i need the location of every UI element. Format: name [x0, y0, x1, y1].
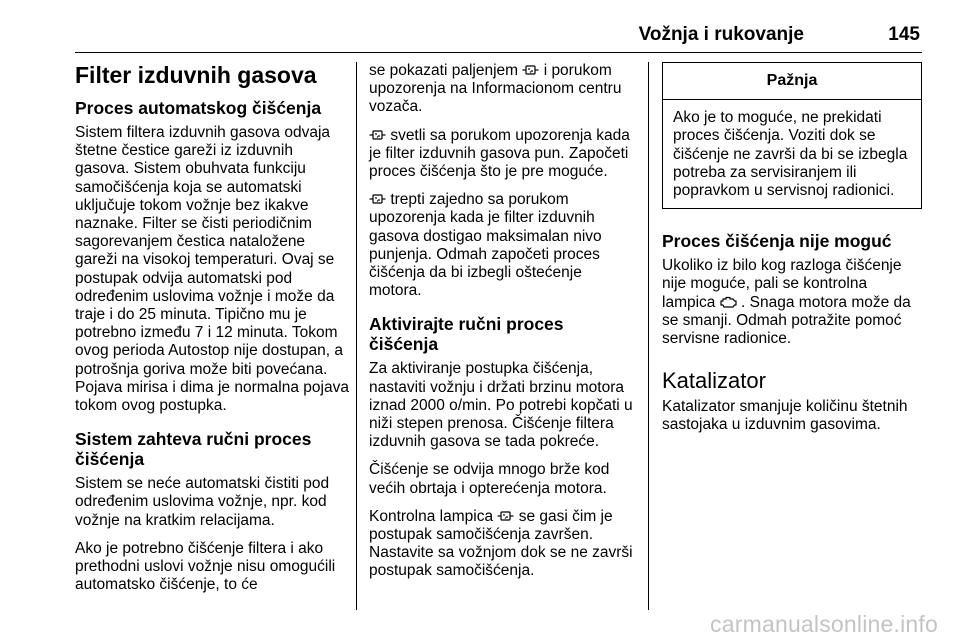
paragraph-catalyst: Katalizator smanjuje količinu štetnih sastojaka u izduvnim gasovima. [662, 398, 908, 434]
text-segment: trepti zajedno sa porukom upozorenja kada je filter izduvnih gasova dostigao maksimalan nivo punjenja. Odmah započeti proces čišćenja da bi izbegli oštećenje motora. [369, 191, 602, 300]
exhaust-filter-icon [369, 192, 386, 206]
caution-text: Ako je to moguće, ne prekidati proces čišćenja. Voziti dok se čišćenje ne završi da bi se izbegla potreba za servisiranjem ili popravkom u servisnoj radionici. [673, 109, 908, 200]
column-2 [369, 62, 637, 591]
text-segment: Ukoliko iz bilo kog razloga čišćenje nije moguće, pali se kontrolna lampica [662, 257, 902, 311]
subheading-manual-required: Sistem zahteva ručni proces čišćenja [75, 429, 312, 470]
column-1 [75, 62, 350, 604]
paragraph-activate-steps: Za aktiviranje postupka čišćenja, nastaviti vožnju i držati brzinu motora iznad 2000 o/min. Po potrebi kopčati u niži stepen prenosa. Čišćenje filtera izduvnih gasova se tada pokreće. [369, 360, 633, 451]
text-segment: se pokazati paljenjem [369, 62, 519, 79]
column-divider-2 [648, 62, 649, 610]
page-number: 145 [888, 24, 920, 45]
exhaust-filter-icon [369, 128, 386, 142]
text-segment: i porukom upozorenja na Informacionom centru vozača. [369, 62, 622, 116]
subheading-cleaning-not-possible: Proces čišćenja nije moguć [662, 231, 892, 252]
text-segment: . Snaga motora može da se smanji. Odmah potražite pomoć servisne radionice. [662, 293, 911, 348]
paragraph-faster-cleaning: Čišćenje se odvija mnogo brže kod većih obrtaja i opterećenja motora. [369, 461, 610, 497]
running-header-title: Vožnja i rukovanje [638, 24, 804, 45]
paragraph-cleaning-needed: Ako je potrebno čišćenje filtera i ako prethodni uslovi vožnje nisu omogućili automatsko čišćenje, to će [75, 539, 336, 594]
paragraph-short-trips: Sistem se neće automatski čistiti pod određenim uslovima vožnje, npr. kod vožnje na kratkim relacijama. [75, 475, 330, 529]
text-segment: svetli sa porukom upozorenja kada je filter izduvnih gasova pun. Započeti proces čišćenja što je pre moguće. [369, 126, 630, 181]
section-heading-catalyst: Katalizator [662, 368, 766, 394]
paragraph-indicator-off [369, 508, 637, 581]
caution-box [662, 62, 922, 209]
paragraph-indicator-flashing [369, 191, 637, 300]
caution-title: Pažnja [663, 63, 921, 100]
engine-check-icon [720, 295, 737, 309]
text-segment: Kontrolna lampica [369, 507, 494, 525]
paragraph-indicator-shown [369, 62, 637, 117]
text-segment: se gasi čim je postupak samočišćenja završen. Nastavite sa vožnjom dok se ne završi postupak samočišćenja. [369, 507, 633, 580]
subheading-activate-manual: Aktivirajte ručni proces čišćenja [369, 314, 564, 355]
column-divider-1 [356, 62, 357, 610]
paragraph-indicator-lit [369, 127, 637, 182]
watermark: carmanualsonline.info [710, 611, 938, 637]
exhaust-filter-icon [497, 509, 514, 523]
column-3 [662, 62, 922, 445]
paragraph-automatic-cleaning: Sistem filtera izduvnih gasova odvaja štetne čestice gareži iz izduvnih gasova. Sistem obuhvata funkciju samočišćenja koja se automatski uključuje tokom vožnje bez ikakve naznake. Filter se čisti periodičnim sagorevanjem čestica nataložene gareži na visokoj temperaturi. Ovaj se postupak odvija automatski pod određenim uslovima vožnje i može da traje i do 25 minuta. Tipično mu je potrebno između 7 i 12 minuta. Tokom ovog perioda Autostop nije dostupan, a potrošnja goriva može biti povećana. Pojava mirisa i dima je normalna pojava tokom ovog postupka. [75, 124, 349, 415]
subheading-automatic-cleaning: Proces automatskog čišćenja [75, 98, 322, 118]
paragraph-cleaning-not-possible [662, 257, 922, 348]
exhaust-filter-icon [522, 63, 539, 77]
header-rule [75, 52, 922, 53]
section-heading-filter: Filter izduvnih gasova [75, 62, 317, 88]
